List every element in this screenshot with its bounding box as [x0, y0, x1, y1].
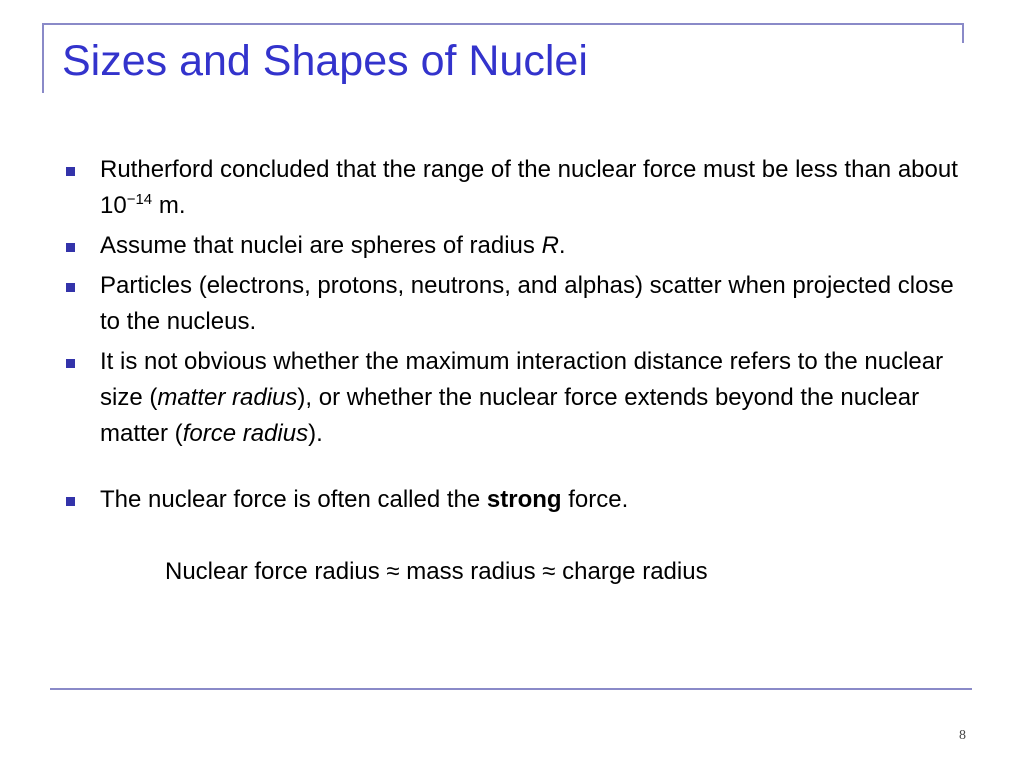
radius-symbol: R	[541, 232, 559, 259]
bullet-item-rutherford	[62, 152, 972, 224]
exponent: −14	[126, 191, 153, 208]
square-bullet-icon	[66, 359, 75, 368]
strong-term: strong	[486, 486, 562, 513]
page-number: 8	[959, 728, 966, 743]
square-bullet-icon	[66, 283, 75, 292]
bullet-text: Particles (electrons, protons, neutrons, and alphas) scatter when projected close to the nucleus.	[100, 272, 954, 335]
bullet-text: ).	[308, 420, 323, 447]
footer-rule	[50, 688, 972, 690]
bullet-text: .	[558, 232, 566, 259]
matter-radius-term: matter radius	[157, 384, 298, 411]
bullet-item-interaction-distance	[62, 344, 972, 452]
square-bullet-icon	[66, 243, 75, 252]
bullet-text: It is not obvious whether the maximum interaction distance refers to the nuclear size (	[100, 348, 944, 411]
bullet-item-particles	[62, 268, 972, 340]
bullet-list	[62, 152, 972, 518]
bullet-text: m.	[152, 192, 186, 219]
bullet-text: Assume that nuclei are spheres of radius	[100, 232, 542, 259]
slide-title: Sizes and Shapes of Nuclei	[62, 37, 588, 85]
bullet-item-strong-force	[62, 482, 972, 518]
square-bullet-icon	[66, 497, 75, 506]
frame-top-rule	[42, 23, 964, 25]
bullet-text: Rutherford concluded that the range of the nuclear force must be less than about 10	[100, 156, 958, 219]
frame-right-rule	[962, 23, 964, 43]
bullet-item-spheres	[62, 228, 972, 264]
bullet-text: ), or whether the nuclear force extends beyond the nuclear matter (	[100, 384, 920, 447]
bullet-text: The nuclear force is often called the	[100, 486, 487, 513]
bullet-text: force.	[561, 486, 629, 513]
square-bullet-icon	[66, 167, 75, 176]
radius-relation-formula: Nuclear force radius ≈ mass radius ≈ charge radius	[165, 558, 708, 585]
force-radius-term: force radius	[182, 420, 309, 447]
frame-left-rule	[42, 23, 44, 93]
